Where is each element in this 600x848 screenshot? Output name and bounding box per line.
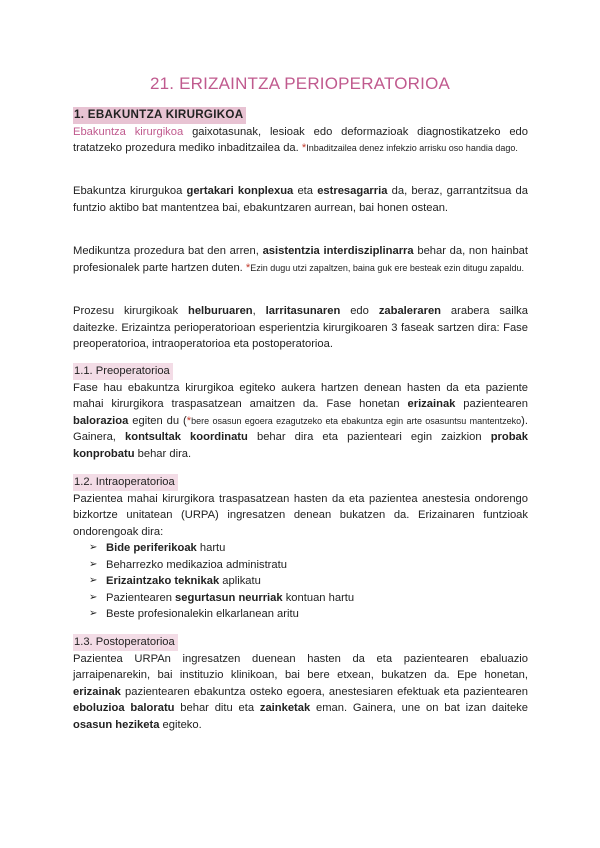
heading-text: 1. EBAKUNTZA KIRURGIKOA <box>73 107 246 124</box>
list-item: ➢ Pazientearen segurtasun neurriak kontuan hartu <box>89 590 528 607</box>
note-marker: * <box>245 261 251 274</box>
defined-term: Ebakuntza kirurgikoa <box>73 125 184 138</box>
section-heading <box>73 107 528 124</box>
paragraph-complexity: Ebakuntza kirurgukoa gertakari konplexua eta estresagarria da, beraz, garrantzitsua da funtzio aktibo bat mantentzea bai, ebakuntzaren aurrean, bai honen ostean. <box>73 185 528 214</box>
paragraph-classification: Prozesu kirurgikoak helburuaren, larritasunaren edo zabaleraren arabera sailka daitezke. Erizaintza perioperatorioan esperientzia kirurgikoaren 3 faseak sartzen dira: Fase preoperatorioa, intraoperatorioa eta postoperatorioa. <box>73 305 529 350</box>
inline-note: bere osasun egoera ezagutzeko eta ebakuntza egin arte osasuntsu mantentzeko <box>191 415 522 426</box>
note-marker: * <box>301 142 307 154</box>
note-marker: * <box>186 414 192 427</box>
page-title: 21. ERIZAINTZA PERIOPERATORIOA <box>149 74 451 93</box>
inline-note: Inbaditzailea denez infekzio arrisku oso handia dago. <box>306 143 518 153</box>
paragraph-definition: Ebakuntza kirurgikoa gaixotasunak, lesioak edo deformazioak diagnostikatzeko edo tratatzeko prozedura mediko inbaditzailea da. *Inbaditzailea denez infekzio arrisku oso handia dago. <box>73 125 528 154</box>
inline-note: Ezin dugu utzi zapaltzen, baina guk ere besteak ezin ditugu zapaldu. <box>250 262 524 273</box>
list-item: ➢ Beste profesionalekin elkarlanean aritu <box>89 606 528 623</box>
section-preoperatorioa: 1.1. Preoperatorioa Fase hau ebakuntza kirurgikoa egiteko aukera hartzen denean hasten da eta paziente mahai kirurgikora traspasatzean amaitzen da. Fase honetan erizainak pazientearen balorazioa egiten du (*bere osasun egoera ezagutzeko eta ebakuntza egin arte osasuntsu mantentzeko). Gainera, kontsultak koordinatu behar dira eta pazienteari egin zaizkion probak konprobatu behar dira. <box>73 365 528 460</box>
subsection-heading: 1.2. Intraoperatorioa <box>73 474 528 491</box>
list-item: ➢ Erizaintzako teknikak aplikatu <box>89 573 528 590</box>
subsection-heading: 1.3. Postoperatorioa <box>73 634 528 651</box>
section-postoperatorioa: 1.3. Postoperatorioa Pazientea URPAn ingresatzen duenean hasten da eta pazientearen ebaluazio jarraipenarekin, bai instituzio klinikoan, bai bere etxean, bukatzen da. Epe honetan, erizainak pazientearen ebakuntza osteko egoera, anestesiaren efektuak eta pazientearen eboluzioa baloratu behar ditu eta zainketak eman. Gainera, une on bat izan daiteke osasun heziketa egiteko. <box>73 636 528 731</box>
nurse-functions-list <box>73 540 528 623</box>
paragraph-interdisciplinary: Medikuntza prozedura bat den arren, asistentzia interdisziplinarra behar da, non hainbat profesionalek parte hartzen duten. *Ezin dugu utzi zapaltzen, baina guk ere besteak ezin ditugu zapaldu. <box>73 245 529 274</box>
list-item: ➢ Beharrezko medikazioa administratu <box>89 557 528 574</box>
section-ebakuntza-kirurgikoa <box>73 107 528 157</box>
list-item: ➢ Bide periferikoak hartu <box>89 540 528 557</box>
subsection-heading: 1.1. Preoperatorioa <box>73 363 528 380</box>
section-intraoperatorioa: 1.2. Intraoperatorioa Pazientea mahai kirurgikora traspasatzean hasten da eta pazientea anestesia ondorengo bizkortze unitatean (URPA) ingresatzen denean bukatzen da. Erizainaren funtzioak ondorengoak dira: ➢ Bide periferikoak hartu ➢ Beharrezko medikazioa administratu ➢ Erizaintzako teknikak aplikatu ➢ Pazientearen segurtasun neurriak kontuan hartu ➢ Beste profesionalekin elkarlanean aritu <box>73 474 528 623</box>
